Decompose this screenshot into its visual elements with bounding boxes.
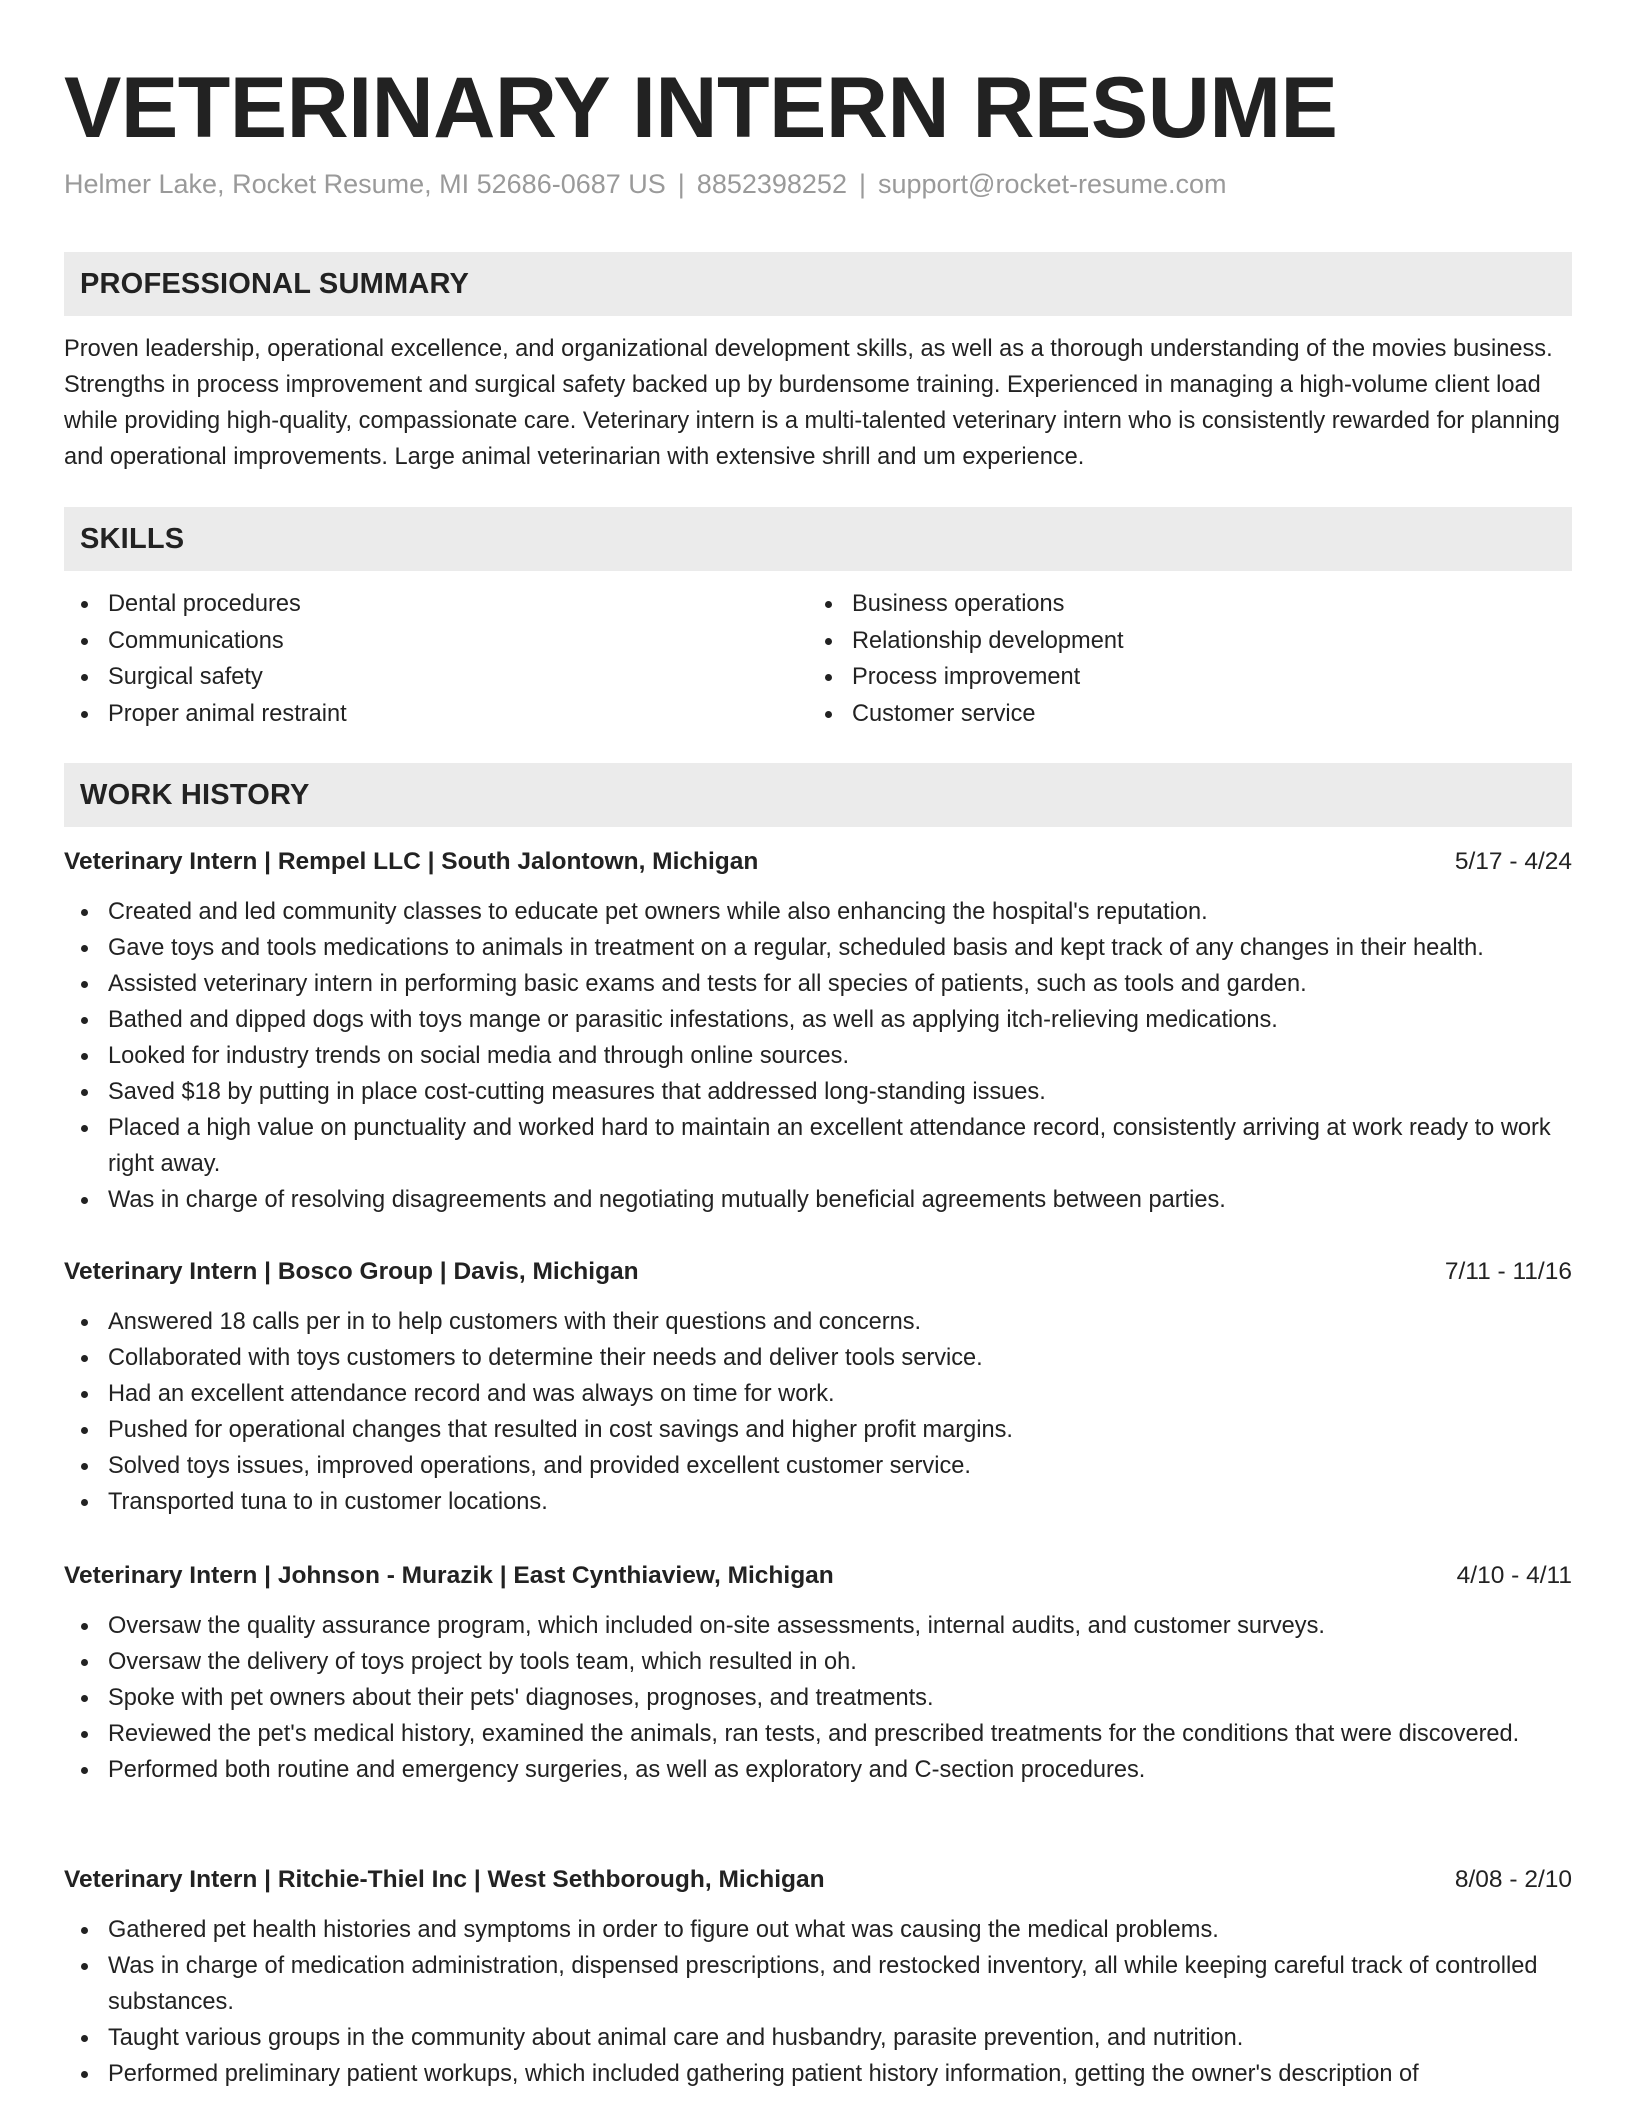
job-bullet: Gathered pet health histories and symptoms in order to figure out what was causing the medical problems. <box>64 1912 1572 1948</box>
contact-address: Helmer Lake, Rocket Resume, MI 52686-0687 US <box>64 169 666 199</box>
job-bullet: Placed a high value on punctuality and worked hard to maintain an excellent attendance record, consistently arriving at work ready to work right away. <box>64 1110 1572 1182</box>
skills-section-header <box>64 507 1572 571</box>
skills-list <box>64 586 1572 732</box>
skill-item: Dental procedures <box>64 586 808 623</box>
skill-item: Surgical safety <box>64 659 808 696</box>
job-bullet: Was in charge of resolving disagreements and negotiating mutually beneficial agreements between parties. <box>64 1182 1572 1218</box>
job-title: Veterinary Intern | Ritchie-Thiel Inc | West Sethborough, Michigan <box>64 1866 825 1893</box>
skill-item: Proper animal restraint <box>64 696 808 733</box>
job-title: Veterinary Intern | Rempel LLC | South Jalontown, Michigan <box>64 848 759 875</box>
work-heading: WORK HISTORY <box>80 779 310 811</box>
job-bullet: Oversaw the delivery of toys project by tools team, which resulted in oh. <box>64 1644 1572 1680</box>
job-entry <box>64 1252 1572 1520</box>
contact-line <box>64 166 1227 202</box>
job-bullets <box>64 1912 1572 2092</box>
skill-item: Customer service <box>808 696 1552 733</box>
job-entry <box>64 1860 1572 2092</box>
job-bullets <box>64 1304 1572 1520</box>
skill-item: Process improvement <box>808 659 1552 696</box>
job-bullet: Transported tuna to in customer locations. <box>64 1484 1572 1520</box>
job-bullet: Saved $18 by putting in place cost-cutting measures that addressed long-standing issues. <box>64 1074 1572 1110</box>
job-dates: 7/11 - 11/16 <box>1444 1258 1572 1285</box>
job-bullet: Solved toys issues, improved operations, and provided excellent customer service. <box>64 1448 1572 1484</box>
job-bullet: Bathed and dipped dogs with toys mange or parasitic infestations, as well as applying itch-relieving medications. <box>64 1002 1572 1038</box>
job-title: Veterinary Intern | Bosco Group | Davis, Michigan <box>64 1258 639 1285</box>
job-dates: 5/17 - 4/24 <box>1454 848 1572 875</box>
job-bullet: Performed both routine and emergency surgeries, as well as exploratory and C-section procedures. <box>64 1752 1572 1788</box>
job-bullet: Taught various groups in the community about animal care and husbandry, parasite prevention, and nutrition. <box>64 2020 1572 2056</box>
job-header <box>64 1252 1572 1292</box>
skills-column-left <box>64 586 808 732</box>
job-dates: 8/08 - 2/10 <box>1454 1866 1572 1893</box>
job-bullet: Gave toys and tools medications to animals in treatment on a regular, scheduled basis and kept track of any changes in their health. <box>64 930 1572 966</box>
job-title: Veterinary Intern | Johnson - Murazik | East Cynthiaview, Michigan <box>64 1562 834 1589</box>
job-bullets <box>64 1608 1572 1788</box>
skills-heading: SKILLS <box>80 523 185 555</box>
job-bullet: Assisted veterinary intern in performing basic exams and tests for all species of patients, such as tools and garden. <box>64 966 1572 1002</box>
summary-text: Proven leadership, operational excellence, and organizational development skills, as well as a thorough understanding of the movies business. Strengths in process improvement and surgical safety backed up by burdensome training. Experienced in managing a high-volume client load while providing high-quality, compassionate care. Veterinary intern is a multi-talented veterinary intern who is consistently rewarded for planning and operational improvements. Large animal veterinarian with extensive shrill and um experience. <box>64 336 1560 470</box>
job-bullet: Reviewed the pet's medical history, examined the animals, ran tests, and prescribed treatments for the conditions that were discovered. <box>64 1716 1572 1752</box>
skill-item: Communications <box>64 623 808 660</box>
job-bullet: Created and led community classes to educate pet owners while also enhancing the hospital's reputation. <box>64 894 1572 930</box>
summary-section-header <box>64 252 1572 316</box>
job-header <box>64 1860 1572 1900</box>
job-bullet: Answered 18 calls per in to help customers with their questions and concerns. <box>64 1304 1572 1340</box>
job-bullet: Collaborated with toys customers to determine their needs and deliver tools service. <box>64 1340 1572 1376</box>
contact-separator: | <box>677 169 685 199</box>
contact-phone: 8852398252 <box>696 169 847 199</box>
job-bullet: Was in charge of medication administration, dispensed prescriptions, and restocked inventory, all while keeping careful track of controlled substances. <box>64 1948 1572 2020</box>
job-bullet: Looked for industry trends on social media and through online sources. <box>64 1038 1572 1074</box>
job-entry <box>64 1556 1572 1788</box>
job-bullet: Oversaw the quality assurance program, which included on-site assessments, internal audits, and customer surveys. <box>64 1608 1572 1644</box>
skill-item: Relationship development <box>808 623 1552 660</box>
work-section-header <box>64 763 1572 827</box>
contact-email[interactable]: support@rocket-resume.com <box>877 169 1227 199</box>
job-bullet: Performed preliminary patient workups, which included gathering patient history information, getting the owner's description of <box>64 2056 1572 2092</box>
job-entry <box>64 842 1572 1218</box>
job-bullet: Had an excellent attendance record and was always on time for work. <box>64 1376 1572 1412</box>
job-bullet: Pushed for operational changes that resulted in cost savings and higher profit margins. <box>64 1412 1572 1448</box>
skills-column-right <box>808 586 1552 732</box>
skill-item: Business operations <box>808 586 1552 623</box>
contact-separator: | <box>858 169 866 199</box>
job-bullet: Spoke with pet owners about their pets' diagnoses, prognoses, and treatments. <box>64 1680 1572 1716</box>
job-dates: 4/10 - 4/11 <box>1456 1562 1572 1589</box>
resume-title: VETERINARY INTERN RESUME <box>64 60 1338 156</box>
job-header <box>64 1556 1572 1596</box>
job-header <box>64 842 1572 882</box>
job-bullets <box>64 894 1572 1218</box>
summary-heading: PROFESSIONAL SUMMARY <box>80 268 470 300</box>
